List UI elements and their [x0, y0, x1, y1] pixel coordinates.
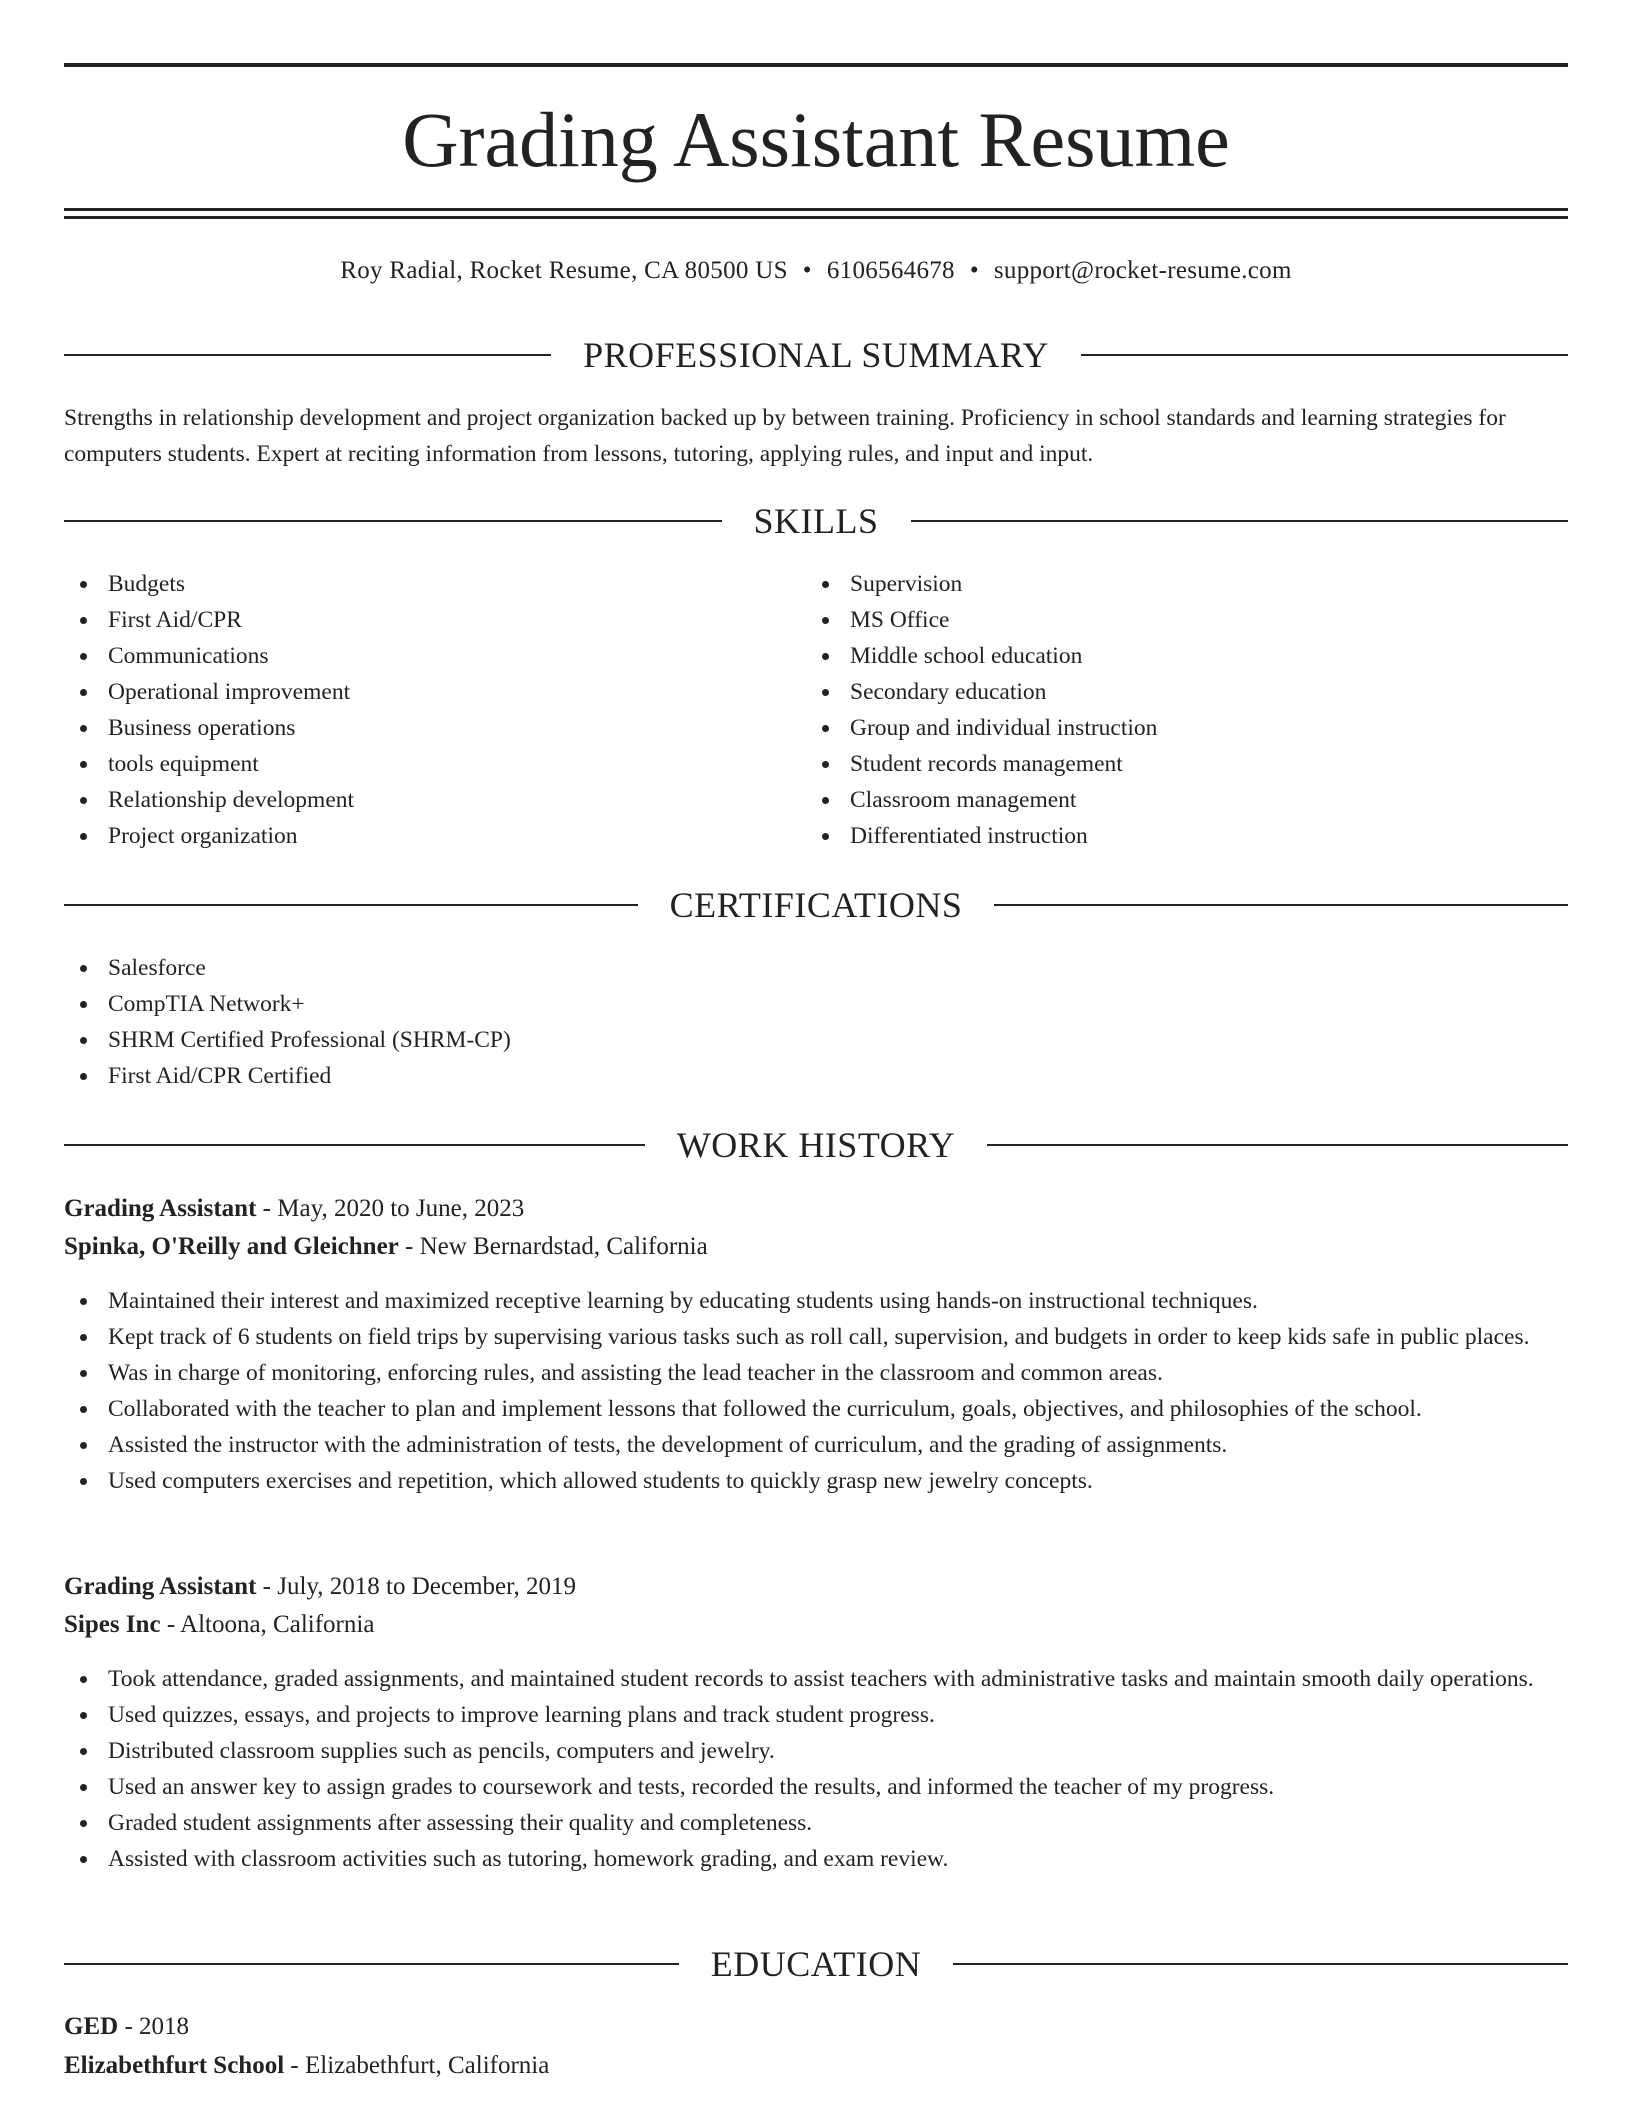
job-bullet: Assisted the instructor with the administration of tests, the development of curriculum, and the grading of assignments. [64, 1427, 1574, 1463]
section-header-skills [64, 499, 1568, 543]
job-bullet: Used an answer key to assign grades to coursework and tests, recorded the results, and informed the teacher of my progress. [64, 1769, 1574, 1805]
job-company-line [64, 1229, 708, 1265]
job-bullet: Collaborated with the teacher to plan and implement lessons that followed the curriculum, goals, objectives, and philosophies of the school. [64, 1391, 1574, 1427]
skill-item: Secondary education [806, 674, 1546, 710]
contact-email: support@rocket-resume.com [993, 257, 1292, 284]
skills-list-left [64, 566, 804, 854]
section-rule [64, 1144, 645, 1146]
section-title: WORK HISTORY [676, 1125, 956, 1165]
skill-item: Group and individual instruction [806, 710, 1546, 746]
skill-item: tools equipment [64, 746, 804, 782]
skill-item: Operational improvement [64, 674, 804, 710]
job-bullet: Was in charge of monitoring, enforcing rules, and assisting the lead teacher in the classroom and common areas. [64, 1355, 1574, 1391]
job-bullet: Used computers exercises and repetition, which allowed students to quickly grasp new jewelry concepts. [64, 1463, 1574, 1499]
contact-address: Roy Radial, Rocket Resume, CA 80500 US [340, 257, 788, 284]
job-company: Spinka, O'Reilly and Gleichner [64, 1233, 399, 1260]
skill-item: Project organization [64, 818, 804, 854]
section-header-certifications [64, 883, 1568, 927]
job-bullet: Distributed classroom supplies such as pencils, computers and jewelry. [64, 1733, 1574, 1769]
skill-item: Middle school education [806, 638, 1546, 674]
section-title: PROFESSIONAL SUMMARY [583, 335, 1049, 375]
contact-line [64, 254, 1568, 288]
skill-item: Supervision [806, 566, 1546, 602]
section-rule [1081, 354, 1568, 356]
dash: - [256, 1195, 278, 1222]
job-location: Altoona, California [180, 1611, 375, 1638]
contact-separator: • [802, 257, 812, 284]
education-school: Elizabethfurt School [64, 2052, 285, 2079]
skill-item: Budgets [64, 566, 804, 602]
education-year: 2018 [139, 2013, 190, 2040]
job-title-line [64, 1191, 524, 1227]
skill-item: Differentiated instruction [806, 818, 1546, 854]
certification-item: CompTIA Network+ [64, 986, 1574, 1022]
job-location: New Bernardstad, California [419, 1233, 708, 1260]
dash: - [284, 2052, 305, 2079]
job-title: Grading Assistant [64, 1573, 257, 1600]
education-degree: GED [64, 2013, 119, 2040]
certifications-list [64, 950, 1574, 1094]
education-location: Elizabethfurt, California [304, 2052, 550, 2079]
job-title-line [64, 1569, 576, 1605]
job-bullets [64, 1283, 1574, 1499]
section-rule [64, 520, 722, 522]
section-rule [64, 1963, 679, 1965]
section-title: SKILLS [753, 501, 879, 541]
job-company: Sipes Inc [64, 1611, 161, 1638]
job-bullet: Maintained their interest and maximized receptive learning by educating students using hands-on instructional techniques. [64, 1283, 1574, 1319]
section-title: EDUCATION [710, 1944, 922, 1984]
title-double-rule-upper [64, 208, 1568, 211]
skill-item: Classroom management [806, 782, 1546, 818]
certification-item: SHRM Certified Professional (SHRM-CP) [64, 1022, 1574, 1058]
skill-item: MS Office [806, 602, 1546, 638]
section-rule [64, 354, 551, 356]
title-double-rule-lower [64, 216, 1568, 219]
dash: - [118, 2013, 140, 2040]
resume-title: Grading Assistant Resume [402, 96, 1230, 183]
skill-item: Student records management [806, 746, 1546, 782]
top-rule [64, 63, 1568, 67]
job-bullets [64, 1661, 1574, 1877]
section-title: CERTIFICATIONS [669, 885, 963, 925]
job-dates: May, 2020 to June, 2023 [277, 1195, 525, 1222]
skill-item: Relationship development [64, 782, 804, 818]
certification-item: Salesforce [64, 950, 1574, 986]
section-rule [994, 904, 1568, 906]
section-rule [987, 1144, 1568, 1146]
section-rule [953, 1963, 1568, 1965]
summary-text: Strengths in relationship development and project organization backed up by between training. Proficiency in school standards and learning strategies for computers students. Expert at reciting information from lessons, tutoring, applying rules, and input and input. [64, 405, 1506, 467]
section-header-summary [64, 333, 1568, 377]
job-bullet: Graded student assignments after assessing their quality and completeness. [64, 1805, 1574, 1841]
skill-item: Communications [64, 638, 804, 674]
dash: - [398, 1233, 420, 1260]
dash: - [160, 1611, 181, 1638]
job-company-line [64, 1607, 374, 1643]
contact-phone: 6106564678 [826, 257, 955, 284]
job-title: Grading Assistant [64, 1195, 257, 1222]
section-header-work-history [64, 1123, 1568, 1167]
contact-separator: • [969, 257, 979, 284]
dash: - [256, 1573, 278, 1600]
job-bullet: Assisted with classroom activities such as tutoring, homework grading, and exam review. [64, 1841, 1574, 1877]
skill-item: First Aid/CPR [64, 602, 804, 638]
education-school-line [64, 2048, 549, 2084]
section-rule [64, 904, 638, 906]
education-degree-line [64, 2009, 189, 2045]
section-rule [911, 520, 1569, 522]
job-bullet: Used quizzes, essays, and projects to improve learning plans and track student progress. [64, 1697, 1574, 1733]
job-bullet: Kept track of 6 students on field trips by supervising various tasks such as roll call, supervision, and budgets in order to keep kids safe in public places. [64, 1319, 1574, 1355]
certification-item: First Aid/CPR Certified [64, 1058, 1574, 1094]
job-bullet: Took attendance, graded assignments, and maintained student records to assist teachers with administrative tasks and maintain smooth daily operations. [64, 1661, 1574, 1697]
section-header-education [64, 1942, 1568, 1986]
skill-item: Business operations [64, 710, 804, 746]
job-dates: July, 2018 to December, 2019 [277, 1573, 576, 1600]
skills-list-right [806, 566, 1546, 854]
